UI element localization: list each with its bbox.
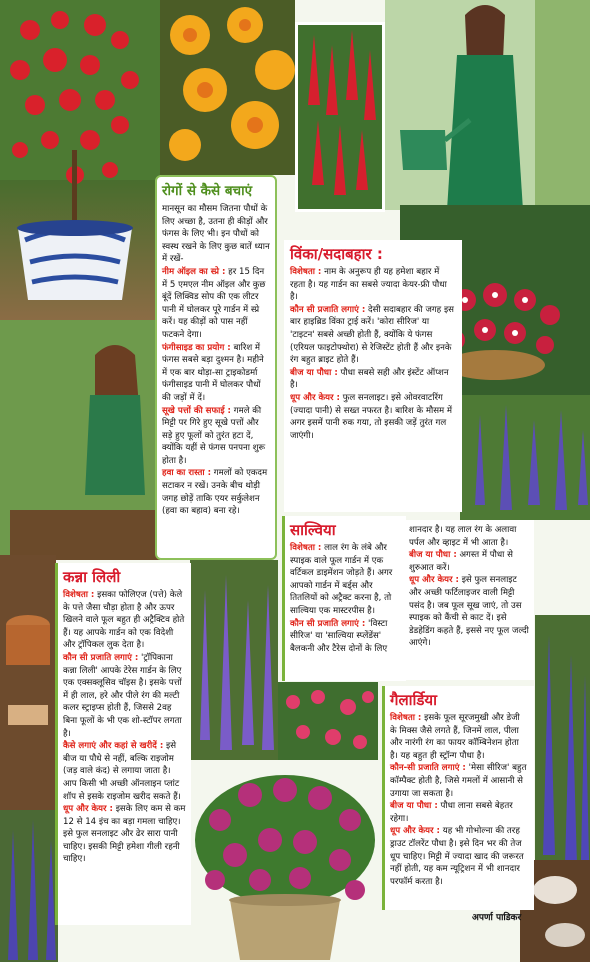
salvia-variety-label: कौन सी प्रजाति लगाएं : (290, 618, 366, 629)
vinca-care-label: धूप और केयर : (290, 392, 340, 403)
gaillardia-feature-text: इसके फूल सूरजमुखी और डेजी के मिक्स जैसे लगते हैं, जिनमें लाल, पीला और नारंगी रंग का फायर कॉम्बिनेशन होता है। यह बहुत ही स्ट्रॉन्ग पौधा है। (390, 713, 520, 761)
gaillardia-care-label: धूप और केयर : (390, 826, 440, 837)
blue-lavender-bottom-photo (0, 810, 58, 962)
canna-care-label: धूप और केयर : (63, 804, 113, 815)
neem-oil-label: नीम ऑइल का स्प्रे : (162, 266, 226, 277)
vinca-seed-text: पौधा सबसे सही और इंस्टेंट ऑप्शन है। (290, 367, 449, 391)
disease-prevention-title: रोगों से कैसे बचाएं (162, 183, 253, 199)
canna-variety-text: 'ट्रॉपिकाना कन्ना लिली' आपके टेरेस गार्डन के लिए एक एक्सक्लूसिव चॉइस है। इसके पत्तों में ही लाल, हरे और पीले रंग की मल्टी कलर स्ट्राइप्स होती हैं, जिससे 2वह बिना फूलों के भी एक शो-स्टॉपर लगता है। (63, 652, 182, 739)
salvia-seed-label: बीज या पौधा : (409, 550, 457, 561)
gaillardia-feature-label: विशेषता : (390, 713, 422, 723)
gaillardia-variety-label: कौन-सी प्रजाति लगाएं : (390, 763, 466, 774)
gaillardia-care-text: यह भी गोभोल्ना की तरह ड्राउट टॉलरेंट पौधा है। इसे दिन भर की तेज धूप चाहिए। मिट्टी में ज्यादा खाद की जरूरत नहीं होती, यह कम न्यूट्रिशन में भी शानदार परफॉर्म करता है। (390, 826, 524, 887)
air-path-text: गमलों को एकदम सटाकर न रखें। उनके बीच थोड़ी जगह छोड़ें ताकि एयर सर्कुलेशन (हवा का बहाव) बना रहे। (162, 468, 268, 517)
salvia-care-text: इसे फुल सनलाइट और अच्छी फर्टिलाइजर वाली मिट्टी पसंद है। जब फूल सूख जाएं, तो उस स्पाइक को कैंची से काट दें। इसे डेडहेडिंग कहते हैं, इससे नए फूल जल्दी आएंगे। (409, 575, 529, 649)
marigold-photo (160, 0, 295, 175)
canna-feature-text: इसका फोलिएज (पत्ते) केले के पत्ते जैसा चौड़ा होता है और ऊपर खिलने वाले फूल बहुत ही अट्रैक्टिव होते हैं। यह आपके गार्डन को एक विदेशी और ट्रॉपिकल लुक देता है। (63, 590, 185, 651)
canna-planting-label: कैसे लगाएं और कहां से खरीदें : (63, 741, 164, 752)
canna-lily-title: कन्ना लिली (63, 568, 121, 586)
author-credit: अपर्णा पाडिकर (472, 913, 522, 923)
disease-prevention-intro: मानसून का मौसम जितना पौधों के लिए अच्छा है, उतना ही कीड़ों और फंगस के लिए भी। इन पौधों को स्वस्थ रखने के लिए कुछ बातें ध्यान में रखें- (162, 204, 270, 265)
canna-variety-label: कौन सी प्रजाति लगाएं : (63, 652, 139, 663)
vinca-variety-label: कौन सी प्रजाति लगाएं : (290, 304, 366, 315)
salvia-care-label: धूप और केयर : (409, 575, 459, 586)
gaillardia-title: गैलार्डिया (390, 691, 437, 709)
salvia-red-photo (295, 22, 385, 212)
salvia-section (282, 516, 406, 681)
gardener-kneeling-photo (0, 320, 160, 560)
vinca-feature-text: नाम के अनुरूप ही यह हमेशा बहार में रहता है। यह गार्डन का सबसे ज्यादा केयर-फ्री पौधा है। (290, 267, 447, 303)
air-path-label: हवा का रास्ता : (162, 468, 212, 479)
gardener-watering-photo (385, 0, 590, 210)
salvia-continued-text: शानदार है। यह लाल रंग के अलावा पर्पल और व्हाइट में भी आता है। (409, 525, 517, 548)
oleander-pot-photo (0, 0, 160, 320)
canna-feature-label: विशेषता : (63, 590, 95, 600)
salvia-seed-text: अगस्त में पौधा से शुरुआत करें। (409, 550, 513, 573)
disease-prevention-section (155, 175, 277, 560)
neem-oil-text: हर 15 दिन में 5 एमएल नीम ऑइल और कुछ बूंदें लिक्विड सोप की एक लीटर पानी में घोलकर पूरे गार्डन में स्प्रे करें। यह कीड़ों को पास नहीं फटकने देगा। (162, 266, 266, 340)
fungicide-label: फंगीसाइड का प्रयोग : (162, 342, 231, 353)
impatiens-photo (278, 682, 378, 767)
gaillardia-seed-text: पौधा लाना सबसे बेहतर रहेगा। (390, 801, 513, 824)
petunia-planter-photo (190, 760, 380, 962)
garden-tools-photo (0, 555, 56, 815)
salvia-feature-label: विशेषता : (290, 543, 322, 553)
salvia-section-continued (404, 520, 534, 680)
gaillardia-seed-label: बीज या पौधा : (390, 801, 438, 812)
vinca-seed-label: बीज या पौधा : (290, 367, 338, 378)
vinca-feature-label: विशेषता : (290, 267, 322, 277)
gaillardia-variety-text: 'मेसा सीरिज' बहुत कॉम्पैक्ट होती है, जिसे गमलों में आसानी से उगाया जा सकता है। (390, 763, 527, 799)
canna-planting-text: इसे बीज या पौधे से नहीं, बल्कि राइजोम (जड़ वाले कंद) से लगाया जाता है। आप किसी भी अच्छी ऑनलाइन प्लांट शॉप से इसके राइजोम खरीद सकते हैं। (63, 741, 181, 802)
dry-leaves-text: गमले की मिट्टी पर गिरे हुए सूखे पत्तों और सड़े हुए फूलों को तुरंत हटा दें, क्योंकि यहीं से फंगस पनपना शुरू होता है। (162, 405, 266, 466)
gaillardia-section (382, 686, 534, 910)
vinca-care-text: फुल सनलाइट। इसे ओवरवाटरिंग (ज्यादा पानी) से सख्त नफरत है। बारिश के मौसम में अगर इसमें पानी रुक गया, तो इसकी जड़ें तुरंत गल जाएंगी। (290, 392, 453, 441)
blue-salvia-right-photo (535, 615, 590, 875)
blue-salvia-photo (460, 395, 590, 520)
fungicide-text: बारिश में फंगस सबसे बड़ा दुश्मन है। महीने में एक बार थोड़ा-सा ट्राइकोडर्मा फंगीसाइड पानी में घोलकर पौधों की जड़ों में दें। (162, 342, 264, 403)
vinca-variety-text: देसी सदाबहार की जगह इस बार हाइब्रिड विंका ट्राई करें। 'कोरा सीरिज' या 'टाइटन' सबसे अच्छी होती हैं, क्योंकि ये फंगस (एरियल फाइटोफ्थोरा) से रेजिस्टेंट होती हैं और इनके रंग बहुत ब्राइट होते हैं। (290, 304, 454, 366)
salvia-variety-text: 'विस्टा सीरिज' या 'साल्विया स्प्लेंडेंस' बैलकनी और टैरेस दोनों के लिए (290, 618, 388, 654)
salvia-feature-text: लाल रंग के लंबे और स्पाइक वाले फूल गार्डन में एक वर्टिकल डाइमेंशन जोड़ते हैं। अगर आपको गार्डन में बर्ड्स और तितलियों को अट्रैक्ट करना है, तो साल्विया एक मास्टरपीस है। (290, 543, 393, 616)
canna-care-text: इसके लिए कम से कम 12 से 14 इंच का बड़ा गमला चाहिए। इसे फुल सनलाइट और ढेर सारा पानी चाहिए। इसकी मिट्टी हमेशा गीली रहनी चाहिए। (63, 804, 186, 865)
dry-leaves-label: सूखे पत्तों की सफाई : (162, 405, 231, 416)
vinca-section (284, 240, 462, 512)
vinca-title: विंका/सदाबहार : (290, 245, 383, 263)
canna-lily-section (55, 563, 191, 925)
salvia-title: साल्विया (290, 521, 336, 539)
lavender-salvia-photo (190, 560, 278, 760)
